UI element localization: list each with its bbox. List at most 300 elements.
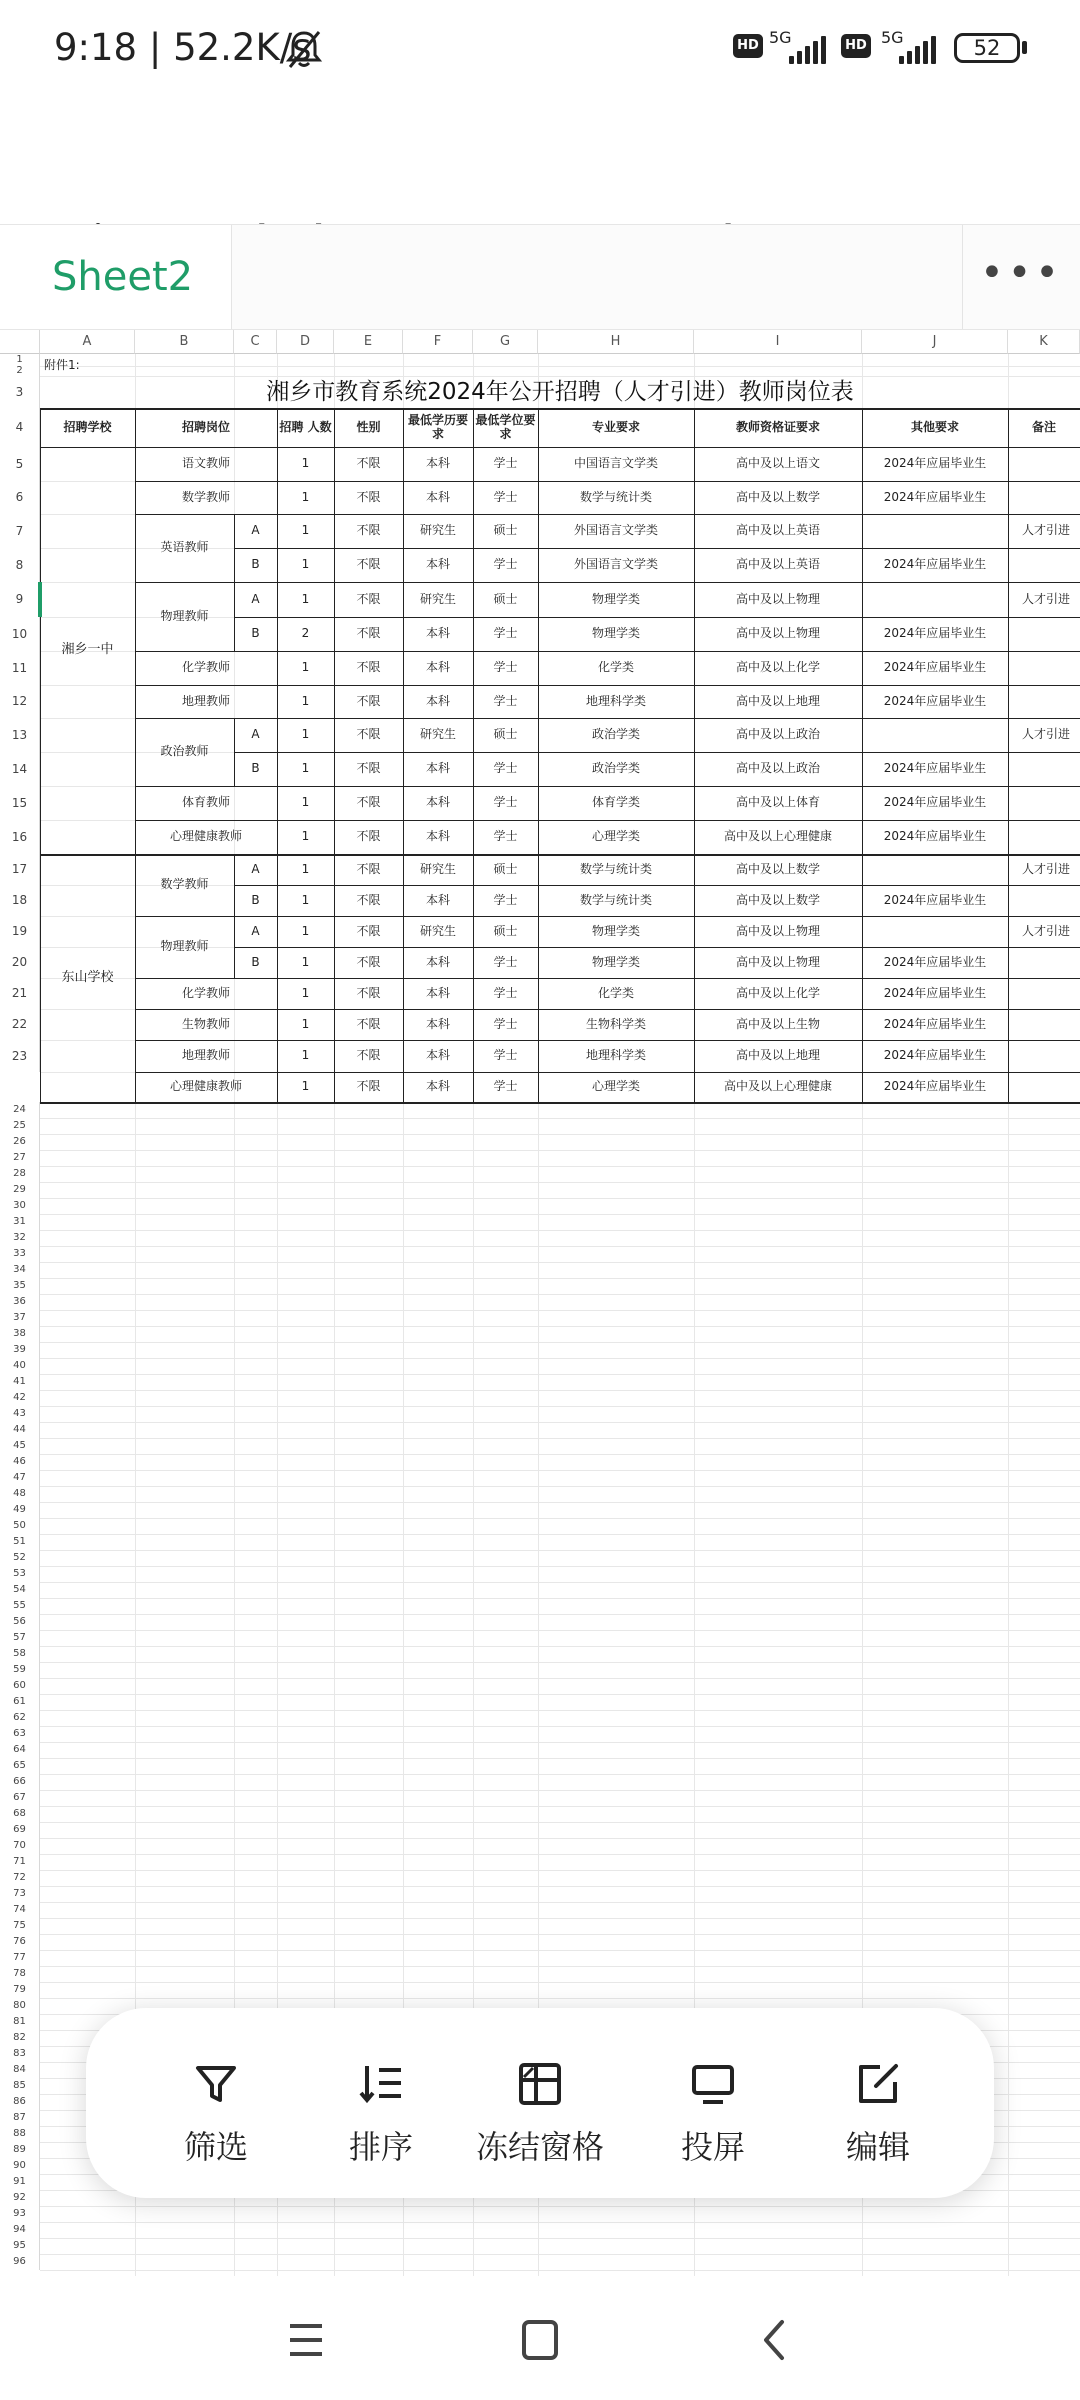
headcount-cell[interactable]: 1 xyxy=(301,923,310,938)
menu-nav-icon[interactable] xyxy=(276,2316,336,2364)
other-requirement-cell[interactable]: 2024年应届毕业生 xyxy=(883,660,987,675)
sub-position-cell[interactable]: B xyxy=(251,557,260,572)
row-header-92[interactable]: 92 xyxy=(0,2190,40,2206)
row-header-15[interactable]: 15 xyxy=(0,786,40,820)
degree-cell[interactable]: 学士 xyxy=(493,795,518,810)
gender-cell[interactable]: 不限 xyxy=(356,557,381,572)
row-header-44[interactable]: 44 xyxy=(0,1422,40,1438)
row-header-49[interactable]: 49 xyxy=(0,1502,40,1518)
other-requirement-cell[interactable]: 2024年应届毕业生 xyxy=(883,1079,987,1094)
column-header-j[interactable]: J xyxy=(862,330,1008,354)
position-cell[interactable]: 数学教师 xyxy=(181,489,230,504)
other-requirement-cell[interactable]: 2024年应届毕业生 xyxy=(883,1016,987,1031)
other-requirement-cell[interactable]: 2024年应届毕业生 xyxy=(883,985,987,1000)
degree-cell[interactable]: 硕士 xyxy=(493,523,518,538)
position-cell[interactable]: 物理教师 xyxy=(160,939,209,954)
header-cell[interactable]: 最低学位要求 xyxy=(475,412,536,441)
row-header-35[interactable]: 35 xyxy=(0,1278,40,1294)
row-header-61[interactable]: 61 xyxy=(0,1694,40,1710)
cast-button[interactable] xyxy=(638,2060,788,2168)
row-header-24[interactable]: 24 xyxy=(0,1102,40,1118)
degree-cell[interactable]: 学士 xyxy=(493,985,518,1000)
other-requirement-cell[interactable] xyxy=(862,916,1008,947)
other-requirement-cell[interactable]: 2024年应届毕业生 xyxy=(883,761,987,776)
education-cell[interactable]: 研究生 xyxy=(419,923,456,938)
education-cell[interactable]: 本科 xyxy=(425,1079,450,1094)
position-cell[interactable]: 地理教师 xyxy=(181,693,230,708)
degree-cell[interactable]: 学士 xyxy=(493,626,518,641)
row-header-1[interactable]: 1 xyxy=(0,354,40,366)
row-header-5[interactable]: 5 xyxy=(0,447,40,481)
row-header-28[interactable]: 28 xyxy=(0,1166,40,1182)
row-header-88[interactable]: 88 xyxy=(0,2126,40,2142)
row-header-47[interactable]: 47 xyxy=(0,1470,40,1486)
gender-cell[interactable]: 不限 xyxy=(356,693,381,708)
gender-cell[interactable]: 不限 xyxy=(356,1016,381,1031)
row-header-57[interactable]: 57 xyxy=(0,1630,40,1646)
row-header-34[interactable]: 34 xyxy=(0,1262,40,1278)
sheet-more-button[interactable]: ••• xyxy=(962,225,1080,329)
note-cell[interactable]: 人才引进 xyxy=(1022,923,1071,938)
row-header-48[interactable]: 48 xyxy=(0,1486,40,1502)
position-cell[interactable]: 地理教师 xyxy=(181,1048,230,1063)
position-cell[interactable]: 数学教师 xyxy=(160,877,209,892)
certificate-cell[interactable]: 高中及以上语文 xyxy=(735,456,820,471)
headcount-cell[interactable]: 1 xyxy=(301,660,310,675)
gender-cell[interactable]: 不限 xyxy=(356,923,381,938)
row-header-77[interactable]: 77 xyxy=(0,1950,40,1966)
filter-button[interactable] xyxy=(141,2060,291,2168)
gender-cell[interactable]: 不限 xyxy=(356,829,381,844)
major-cell[interactable]: 化学类 xyxy=(597,660,634,675)
row-header-96[interactable]: 96 xyxy=(0,2254,40,2270)
other-requirement-cell[interactable] xyxy=(862,514,1008,548)
sub-position-cell[interactable]: A xyxy=(251,727,260,742)
headcount-cell[interactable]: 1 xyxy=(301,591,310,606)
row-header-2[interactable]: 2 xyxy=(0,366,40,376)
row-header-43[interactable]: 43 xyxy=(0,1406,40,1422)
education-cell[interactable]: 本科 xyxy=(425,954,450,969)
back-nav-icon[interactable] xyxy=(744,2316,804,2364)
sort-button[interactable] xyxy=(306,2060,456,2168)
row-header-85[interactable]: 85 xyxy=(0,2078,40,2094)
position-cell[interactable]: 化学教师 xyxy=(181,660,230,675)
degree-cell[interactable]: 学士 xyxy=(493,1016,518,1031)
row-header-10[interactable]: 10 xyxy=(0,617,40,651)
note-cell[interactable]: 人才引进 xyxy=(1022,591,1071,606)
headcount-cell[interactable]: 1 xyxy=(301,727,310,742)
headcount-cell[interactable]: 1 xyxy=(301,557,310,572)
note-cell[interactable]: 人才引进 xyxy=(1022,727,1071,742)
header-cell[interactable]: 教师资格证要求 xyxy=(735,419,820,434)
other-requirement-cell[interactable]: 2024年应届毕业生 xyxy=(883,892,987,907)
column-header-d[interactable]: D xyxy=(277,330,334,354)
row-header-21[interactable]: 21 xyxy=(0,978,40,1009)
row-header-71[interactable]: 71 xyxy=(0,1854,40,1870)
row-header-39[interactable]: 39 xyxy=(0,1342,40,1358)
headcount-cell[interactable]: 2 xyxy=(301,626,310,641)
row-header-14[interactable]: 14 xyxy=(0,752,40,786)
certificate-cell[interactable]: 高中及以上体育 xyxy=(735,795,820,810)
row-header-78[interactable]: 78 xyxy=(0,1966,40,1982)
row-header-94[interactable]: 94 xyxy=(0,2222,40,2238)
column-header-a[interactable]: A xyxy=(40,330,135,354)
gender-cell[interactable]: 不限 xyxy=(356,660,381,675)
other-requirement-cell[interactable]: 2024年应届毕业生 xyxy=(883,829,987,844)
row-header-79[interactable]: 79 xyxy=(0,1982,40,1998)
row-header-23[interactable]: 23 xyxy=(0,1040,40,1072)
certificate-cell[interactable]: 高中及以上英语 xyxy=(735,557,820,572)
sub-position-cell[interactable]: B xyxy=(251,954,260,969)
headcount-cell[interactable]: 1 xyxy=(301,456,310,471)
row-header-86[interactable]: 86 xyxy=(0,2094,40,2110)
row-header-13[interactable]: 13 xyxy=(0,718,40,752)
headcount-cell[interactable]: 1 xyxy=(301,1079,310,1094)
major-cell[interactable]: 体育学类 xyxy=(591,795,640,810)
major-cell[interactable]: 物理学类 xyxy=(591,626,640,641)
headcount-cell[interactable]: 1 xyxy=(301,489,310,504)
other-requirement-cell[interactable]: 2024年应届毕业生 xyxy=(883,795,987,810)
row-header-89[interactable]: 89 xyxy=(0,2142,40,2158)
position-cell[interactable]: 生物教师 xyxy=(181,1016,230,1031)
education-cell[interactable]: 本科 xyxy=(425,456,450,471)
certificate-cell[interactable]: 高中及以上政治 xyxy=(735,761,820,776)
education-cell[interactable]: 本科 xyxy=(425,489,450,504)
row-header-84[interactable]: 84 xyxy=(0,2062,40,2078)
major-cell[interactable]: 化学类 xyxy=(597,985,634,1000)
major-cell[interactable]: 政治学类 xyxy=(591,727,640,742)
row-header-59[interactable]: 59 xyxy=(0,1662,40,1678)
education-cell[interactable]: 本科 xyxy=(425,795,450,810)
sub-position-cell[interactable]: B xyxy=(251,626,260,641)
school-cell[interactable]: 东山学校 xyxy=(61,969,114,985)
degree-cell[interactable]: 学士 xyxy=(493,892,518,907)
education-cell[interactable]: 本科 xyxy=(425,557,450,572)
row-header-64[interactable]: 64 xyxy=(0,1742,40,1758)
major-cell[interactable]: 物理学类 xyxy=(591,923,640,938)
degree-cell[interactable]: 学士 xyxy=(493,660,518,675)
row-header-9[interactable]: 9 xyxy=(0,582,40,617)
education-cell[interactable]: 本科 xyxy=(425,761,450,776)
row-header-16[interactable]: 16 xyxy=(0,820,40,854)
gender-cell[interactable]: 不限 xyxy=(356,861,381,876)
row-header-37[interactable]: 37 xyxy=(0,1310,40,1326)
certificate-cell[interactable]: 高中及以上心理健康 xyxy=(723,1079,832,1094)
sub-position-cell[interactable]: B xyxy=(251,761,260,776)
gender-cell[interactable]: 不限 xyxy=(356,795,381,810)
row-header-17[interactable]: 17 xyxy=(0,854,40,885)
major-cell[interactable]: 地理科学类 xyxy=(585,1048,646,1063)
position-cell[interactable]: 心理健康教师 xyxy=(169,829,242,844)
education-cell[interactable]: 本科 xyxy=(425,1016,450,1031)
headcount-cell[interactable]: 1 xyxy=(301,985,310,1000)
column-header-c[interactable]: C xyxy=(234,330,277,354)
row-header-65[interactable]: 65 xyxy=(0,1758,40,1774)
position-cell[interactable]: 政治教师 xyxy=(160,744,209,759)
row-header-36[interactable]: 36 xyxy=(0,1294,40,1310)
gender-cell[interactable]: 不限 xyxy=(356,626,381,641)
education-cell[interactable]: 本科 xyxy=(425,660,450,675)
row-header-40[interactable]: 40 xyxy=(0,1358,40,1374)
major-cell[interactable]: 中国语言文学类 xyxy=(573,456,658,471)
major-cell[interactable]: 地理科学类 xyxy=(585,693,646,708)
major-cell[interactable]: 外国语言文学类 xyxy=(573,557,658,572)
header-cell[interactable]: 招聘岗位 xyxy=(181,419,230,434)
row-header-8[interactable]: 8 xyxy=(0,548,40,582)
position-cell[interactable]: 心理健康教师 xyxy=(169,1079,242,1094)
headcount-cell[interactable]: 1 xyxy=(301,761,310,776)
degree-cell[interactable]: 学士 xyxy=(493,456,518,471)
edit-button[interactable] xyxy=(803,2060,953,2168)
headcount-cell[interactable]: 1 xyxy=(301,892,310,907)
row-header-68[interactable]: 68 xyxy=(0,1806,40,1822)
row-header-20[interactable]: 20 xyxy=(0,947,40,978)
education-cell[interactable]: 研究生 xyxy=(419,727,456,742)
other-requirement-cell[interactable]: 2024年应届毕业生 xyxy=(883,456,987,471)
other-requirement-cell[interactable]: 2024年应届毕业生 xyxy=(883,693,987,708)
row-header-29[interactable]: 29 xyxy=(0,1182,40,1198)
gender-cell[interactable]: 不限 xyxy=(356,892,381,907)
other-requirement-cell[interactable]: 2024年应届毕业生 xyxy=(883,626,987,641)
certificate-cell[interactable]: 高中及以上物理 xyxy=(735,626,820,641)
row-header-74[interactable]: 74 xyxy=(0,1902,40,1918)
education-cell[interactable]: 本科 xyxy=(425,892,450,907)
education-cell[interactable]: 研究生 xyxy=(419,523,456,538)
row-header-26[interactable]: 26 xyxy=(0,1134,40,1150)
row-header-73[interactable]: 73 xyxy=(0,1886,40,1902)
gender-cell[interactable]: 不限 xyxy=(356,985,381,1000)
row-header-30[interactable]: 30 xyxy=(0,1198,40,1214)
degree-cell[interactable]: 学士 xyxy=(493,693,518,708)
major-cell[interactable]: 数学与统计类 xyxy=(579,489,652,504)
other-requirement-cell[interactable]: 2024年应届毕业生 xyxy=(883,954,987,969)
major-cell[interactable]: 物理学类 xyxy=(591,591,640,606)
row-header-41[interactable]: 41 xyxy=(0,1374,40,1390)
degree-cell[interactable]: 硕士 xyxy=(493,923,518,938)
column-header-f[interactable]: F xyxy=(403,330,473,354)
tab-sheet2[interactable]: Sheet2 xyxy=(0,225,232,329)
headcount-cell[interactable]: 1 xyxy=(301,523,310,538)
header-cell[interactable]: 招聘 人数 xyxy=(279,419,332,434)
row-header-18[interactable]: 18 xyxy=(0,885,40,916)
headcount-cell[interactable]: 1 xyxy=(301,829,310,844)
education-cell[interactable]: 本科 xyxy=(425,829,450,844)
gender-cell[interactable]: 不限 xyxy=(356,761,381,776)
position-cell[interactable]: 体育教师 xyxy=(181,795,230,810)
degree-cell[interactable]: 学士 xyxy=(493,489,518,504)
headcount-cell[interactable]: 1 xyxy=(301,861,310,876)
row-header-58[interactable]: 58 xyxy=(0,1646,40,1662)
row-header-6[interactable]: 6 xyxy=(0,481,40,514)
other-requirement-cell[interactable]: 2024年应届毕业生 xyxy=(883,557,987,572)
certificate-cell[interactable]: 高中及以上心理健康 xyxy=(723,829,832,844)
major-cell[interactable]: 心理学类 xyxy=(591,829,640,844)
select-all-corner[interactable] xyxy=(0,330,40,354)
row-header-3[interactable]: 3 xyxy=(0,376,40,408)
certificate-cell[interactable]: 高中及以上化学 xyxy=(735,660,820,675)
headcount-cell[interactable]: 1 xyxy=(301,954,310,969)
cell-a1[interactable]: 附件1: xyxy=(44,358,80,372)
row-header-54[interactable]: 54 xyxy=(0,1582,40,1598)
column-header-e[interactable]: E xyxy=(334,330,403,354)
home-nav-icon[interactable] xyxy=(510,2316,570,2364)
gender-cell[interactable]: 不限 xyxy=(356,456,381,471)
degree-cell[interactable]: 硕士 xyxy=(493,861,518,876)
row-header-33[interactable]: 33 xyxy=(0,1246,40,1262)
row-header-32[interactable]: 32 xyxy=(0,1230,40,1246)
gender-cell[interactable]: 不限 xyxy=(356,591,381,606)
row-header-27[interactable]: 27 xyxy=(0,1150,40,1166)
row-header-12[interactable]: 12 xyxy=(0,685,40,718)
row-header-62[interactable]: 62 xyxy=(0,1710,40,1726)
certificate-cell[interactable]: 高中及以上地理 xyxy=(735,693,820,708)
degree-cell[interactable]: 学士 xyxy=(493,761,518,776)
row-header-31[interactable]: 31 xyxy=(0,1214,40,1230)
major-cell[interactable]: 数学与统计类 xyxy=(579,892,652,907)
row-header-51[interactable]: 51 xyxy=(0,1534,40,1550)
row-header-19[interactable]: 19 xyxy=(0,916,40,947)
major-cell[interactable]: 心理学类 xyxy=(591,1079,640,1094)
other-requirement-cell[interactable]: 2024年应届毕业生 xyxy=(883,1048,987,1063)
row-header-91[interactable]: 91 xyxy=(0,2174,40,2190)
sub-position-cell[interactable]: A xyxy=(251,861,260,876)
position-cell[interactable]: 化学教师 xyxy=(181,985,230,1000)
sub-position-cell[interactable]: A xyxy=(251,523,260,538)
degree-cell[interactable]: 学士 xyxy=(493,1079,518,1094)
column-header-i[interactable]: I xyxy=(694,330,862,354)
row-header-56[interactable]: 56 xyxy=(0,1614,40,1630)
certificate-cell[interactable]: 高中及以上数学 xyxy=(735,892,820,907)
major-cell[interactable]: 生物科学类 xyxy=(585,1016,646,1031)
school-cell[interactable]: 湘乡一中 xyxy=(61,642,114,658)
column-header-g[interactable]: G xyxy=(473,330,538,354)
row-header-76[interactable]: 76 xyxy=(0,1934,40,1950)
gender-cell[interactable]: 不限 xyxy=(356,523,381,538)
header-cell[interactable]: 专业要求 xyxy=(591,419,640,434)
header-cell[interactable]: 招聘学校 xyxy=(63,419,112,434)
headcount-cell[interactable]: 1 xyxy=(301,1016,310,1031)
row-header-80[interactable]: 80 xyxy=(0,1998,40,2014)
certificate-cell[interactable]: 高中及以上地理 xyxy=(735,1048,820,1063)
education-cell[interactable]: 本科 xyxy=(425,626,450,641)
row-header-38[interactable]: 38 xyxy=(0,1326,40,1342)
degree-cell[interactable]: 学士 xyxy=(493,1048,518,1063)
note-cell[interactable]: 人才引进 xyxy=(1022,861,1071,876)
certificate-cell[interactable]: 高中及以上数学 xyxy=(735,861,820,876)
row-header-45[interactable]: 45 xyxy=(0,1438,40,1454)
other-requirement-cell[interactable]: 2024年应届毕业生 xyxy=(883,489,987,504)
major-cell[interactable]: 数学与统计类 xyxy=(579,861,652,876)
major-cell[interactable]: 政治学类 xyxy=(591,761,640,776)
position-cell[interactable]: 语文教师 xyxy=(181,456,230,471)
row-header-83[interactable]: 83 xyxy=(0,2046,40,2062)
row-header-42[interactable]: 42 xyxy=(0,1390,40,1406)
header-cell[interactable]: 最低学历要求 xyxy=(407,412,468,441)
certificate-cell[interactable]: 高中及以上生物 xyxy=(735,1016,820,1031)
education-cell[interactable]: 本科 xyxy=(425,985,450,1000)
gender-cell[interactable]: 不限 xyxy=(356,1048,381,1063)
certificate-cell[interactable]: 高中及以上英语 xyxy=(735,523,820,538)
education-cell[interactable]: 研究生 xyxy=(419,861,456,876)
row-header-7[interactable]: 7 xyxy=(0,514,40,548)
freeze-panes-button[interactable] xyxy=(453,2060,627,2168)
row-header-46[interactable]: 46 xyxy=(0,1454,40,1470)
header-cell[interactable]: 性别 xyxy=(356,419,381,434)
position-cell[interactable]: 英语教师 xyxy=(160,540,209,555)
degree-cell[interactable]: 硕士 xyxy=(493,727,518,742)
major-cell[interactable]: 物理学类 xyxy=(591,954,640,969)
row-header-69[interactable]: 69 xyxy=(0,1822,40,1838)
degree-cell[interactable]: 学士 xyxy=(493,557,518,572)
row-header-55[interactable]: 55 xyxy=(0,1598,40,1614)
gender-cell[interactable]: 不限 xyxy=(356,489,381,504)
row-header-75[interactable]: 75 xyxy=(0,1918,40,1934)
row-header-70[interactable]: 70 xyxy=(0,1838,40,1854)
row-header-4[interactable]: 4 xyxy=(0,408,40,447)
row-header-63[interactable]: 63 xyxy=(0,1726,40,1742)
sub-position-cell[interactable]: B xyxy=(251,892,260,907)
certificate-cell[interactable]: 高中及以上化学 xyxy=(735,985,820,1000)
other-requirement-cell[interactable] xyxy=(862,854,1008,885)
sheet-title-cell[interactable]: 湘乡市教育系统2024年公开招聘（人才引进）教师岗位表 xyxy=(266,379,854,405)
certificate-cell[interactable]: 高中及以上物理 xyxy=(735,923,820,938)
row-header-53[interactable]: 53 xyxy=(0,1566,40,1582)
row-header-82[interactable]: 82 xyxy=(0,2030,40,2046)
column-header-h[interactable]: H xyxy=(538,330,694,354)
row-header-25[interactable]: 25 xyxy=(0,1118,40,1134)
row-header-50[interactable]: 50 xyxy=(0,1518,40,1534)
column-header-b[interactable]: B xyxy=(135,330,234,354)
row-header-22[interactable]: 22 xyxy=(0,1009,40,1040)
gender-cell[interactable]: 不限 xyxy=(356,954,381,969)
row-header-72[interactable]: 72 xyxy=(0,1870,40,1886)
headcount-cell[interactable]: 1 xyxy=(301,1048,310,1063)
row-header-67[interactable]: 67 xyxy=(0,1790,40,1806)
education-cell[interactable]: 本科 xyxy=(425,1048,450,1063)
sub-position-cell[interactable]: A xyxy=(251,923,260,938)
row-header-66[interactable]: 66 xyxy=(0,1774,40,1790)
certificate-cell[interactable]: 高中及以上数学 xyxy=(735,489,820,504)
other-requirement-cell[interactable] xyxy=(862,582,1008,617)
degree-cell[interactable]: 学士 xyxy=(493,954,518,969)
certificate-cell[interactable]: 高中及以上政治 xyxy=(735,727,820,742)
gender-cell[interactable]: 不限 xyxy=(356,1079,381,1094)
degree-cell[interactable]: 学士 xyxy=(493,829,518,844)
other-requirement-cell[interactable] xyxy=(862,718,1008,752)
gender-cell[interactable]: 不限 xyxy=(356,727,381,742)
headcount-cell[interactable]: 1 xyxy=(301,795,310,810)
header-cell[interactable]: 备注 xyxy=(1031,419,1056,434)
sub-position-cell[interactable]: A xyxy=(251,591,260,606)
position-cell[interactable]: 物理教师 xyxy=(160,608,209,623)
headcount-cell[interactable]: 1 xyxy=(301,693,310,708)
row-header-87[interactable]: 87 xyxy=(0,2110,40,2126)
row-header-90[interactable]: 90 xyxy=(0,2158,40,2174)
header-cell[interactable]: 其他要求 xyxy=(910,419,959,434)
degree-cell[interactable]: 硕士 xyxy=(493,591,518,606)
row-header-81[interactable]: 81 xyxy=(0,2014,40,2030)
education-cell[interactable]: 本科 xyxy=(425,693,450,708)
column-header-k[interactable]: K xyxy=(1008,330,1080,354)
certificate-cell[interactable]: 高中及以上物理 xyxy=(735,954,820,969)
row-header-11[interactable]: 11 xyxy=(0,651,40,685)
major-cell[interactable]: 外国语言文学类 xyxy=(573,523,658,538)
certificate-cell[interactable]: 高中及以上物理 xyxy=(735,591,820,606)
row-header-95[interactable]: 95 xyxy=(0,2238,40,2254)
row-header-93[interactable]: 93 xyxy=(0,2206,40,2222)
education-cell[interactable]: 研究生 xyxy=(419,591,456,606)
row-header-52[interactable]: 52 xyxy=(0,1550,40,1566)
